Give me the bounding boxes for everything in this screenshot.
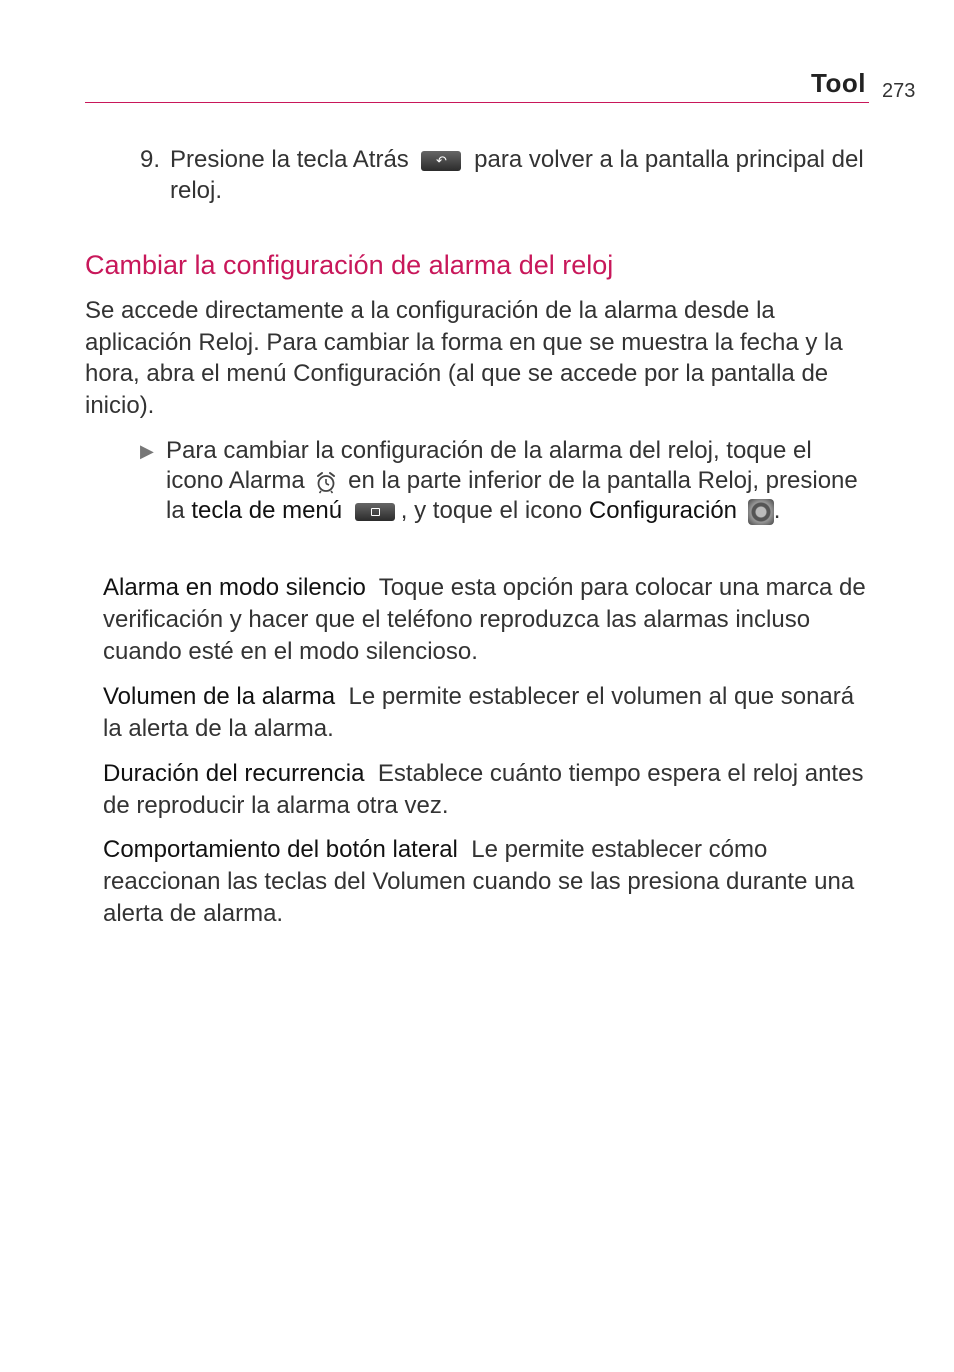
definition-term: Duración del recurrencia [103,760,365,787]
definition-alarm-silent-mode [103,572,873,668]
definition-description: Establece cuánto tiempo espera el reloj antes de reproducir la alarma otra vez. [103,760,864,819]
definition-description: Toque esta opción para colocar una marca de verificación y hacer que el teléfono reproduzca las alarmas incluso cuando esté en el modo silencioso. [103,574,866,665]
definition-term: Alarma en modo silencio [103,574,366,601]
step-text-before: Presione la tecla Atrás [170,146,409,173]
menu-key-icon [355,503,395,521]
step-text [170,144,870,206]
bullet-part3: , y toque el icono [400,497,583,524]
header-title: Tool [811,68,866,98]
bullet-item [140,436,870,526]
alarm-icon [315,470,337,494]
bullet-part1: Para cambiar la configuración de la alarma del reloj, toque el icono Alarma [166,437,812,494]
definition-description: Le permite establecer el volumen al que sonará la alerta de la alarma. [103,683,855,742]
back-key-icon [421,151,461,171]
definition-description: Le permite establecer cómo reaccionan las teclas del Volumen cuando se las presiona durante una alerta de alarma. [103,836,855,927]
definition-alarm-volume [103,681,873,745]
settings-label: Configuración [588,497,738,524]
bullet-text [166,436,870,526]
step-text-after: para volver a la pantalla principal del reloj. [170,146,864,204]
definition-term: Volumen de la alarma [103,683,336,710]
bullet-part2: en la parte inferior de la pantalla Reloj, presione la [166,467,858,524]
section-heading: Cambiar la configuración de alarma del reloj [85,250,614,280]
definition-term: Comportamiento del botón lateral [103,836,458,863]
settings-icon [748,499,774,525]
intro-paragraph: Se accede directamente a la configuración de la alarma desde la aplicación Reloj. Para cambiar la forma en que se muestra la fecha y la hora, abra el menú Configuración (al que se accede por la pantalla de inicio). [85,297,843,419]
definition-snooze-duration [103,758,873,822]
menu-key-label: tecla de menú [191,497,343,524]
header-rule [85,102,869,103]
bullet-end: . [773,497,781,524]
step-number: 9. [140,146,161,173]
definition-side-button-behavior [103,834,873,930]
step-9 [140,144,870,206]
page-number: 273 [882,80,916,102]
bullet-arrow-icon: ▶ [140,441,154,461]
